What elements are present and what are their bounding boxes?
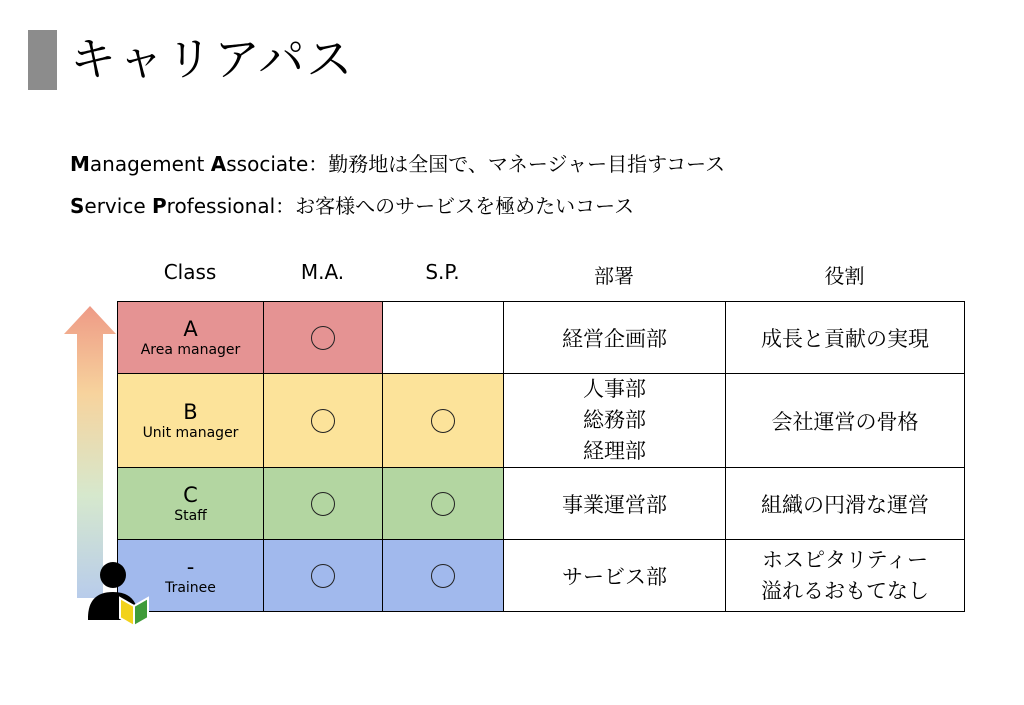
- ma-cell: [264, 540, 383, 612]
- role-cell: 会社運営の骨格: [726, 374, 965, 468]
- header-ma: M.A.: [300, 260, 345, 284]
- course-ma-line: Management Associate：勤務地は全国で、マネージャー目指すコース: [70, 152, 726, 176]
- role-cell: 成長と貢献の実現: [726, 302, 965, 374]
- sp-cell: [383, 302, 504, 374]
- beginner-person-icon: [86, 560, 152, 634]
- header-class: Class: [163, 260, 217, 284]
- role-cell: 組織の円滑な運営: [726, 468, 965, 540]
- circle-mark-icon: [311, 326, 335, 350]
- circle-mark-icon: [311, 409, 335, 433]
- sp-cell: [383, 540, 504, 612]
- class-cell: - Trainee: [118, 540, 264, 612]
- table-row: [118, 374, 965, 468]
- header-sp: S.P.: [425, 260, 460, 284]
- class-cell: A Area manager: [118, 302, 264, 374]
- ma-cell: [264, 302, 383, 374]
- table-row: [118, 468, 965, 540]
- class-cell: B Unit manager: [118, 374, 264, 468]
- circle-mark-icon: [431, 492, 455, 516]
- dept-cell: 事業運営部: [504, 468, 726, 540]
- title-accent-bar: [28, 30, 57, 90]
- header-dept: 部署: [594, 264, 634, 288]
- circle-mark-icon: [311, 564, 335, 588]
- table-row: [118, 540, 965, 612]
- dept-cell: サービス部: [504, 540, 726, 612]
- table-row: [118, 302, 965, 374]
- class-cell: C Staff: [118, 468, 264, 540]
- circle-mark-icon: [311, 492, 335, 516]
- ma-cell: [264, 374, 383, 468]
- dept-cell: 人事部 総務部 経理部: [504, 374, 726, 468]
- sp-cell: [383, 374, 504, 468]
- course-sp-line: Service Professional：お客様へのサービスを極めたいコース: [70, 194, 635, 218]
- ma-cell: [264, 468, 383, 540]
- circle-mark-icon: [431, 564, 455, 588]
- page-title: キャリアパス: [70, 32, 355, 86]
- circle-mark-icon: [431, 409, 455, 433]
- dept-cell: 経営企画部: [504, 302, 726, 374]
- header-role: 役割: [824, 264, 865, 288]
- career-table: [117, 301, 965, 612]
- role-cell: ホスピタリティー 溢れるおもてなし: [726, 540, 965, 612]
- sp-cell: [383, 468, 504, 540]
